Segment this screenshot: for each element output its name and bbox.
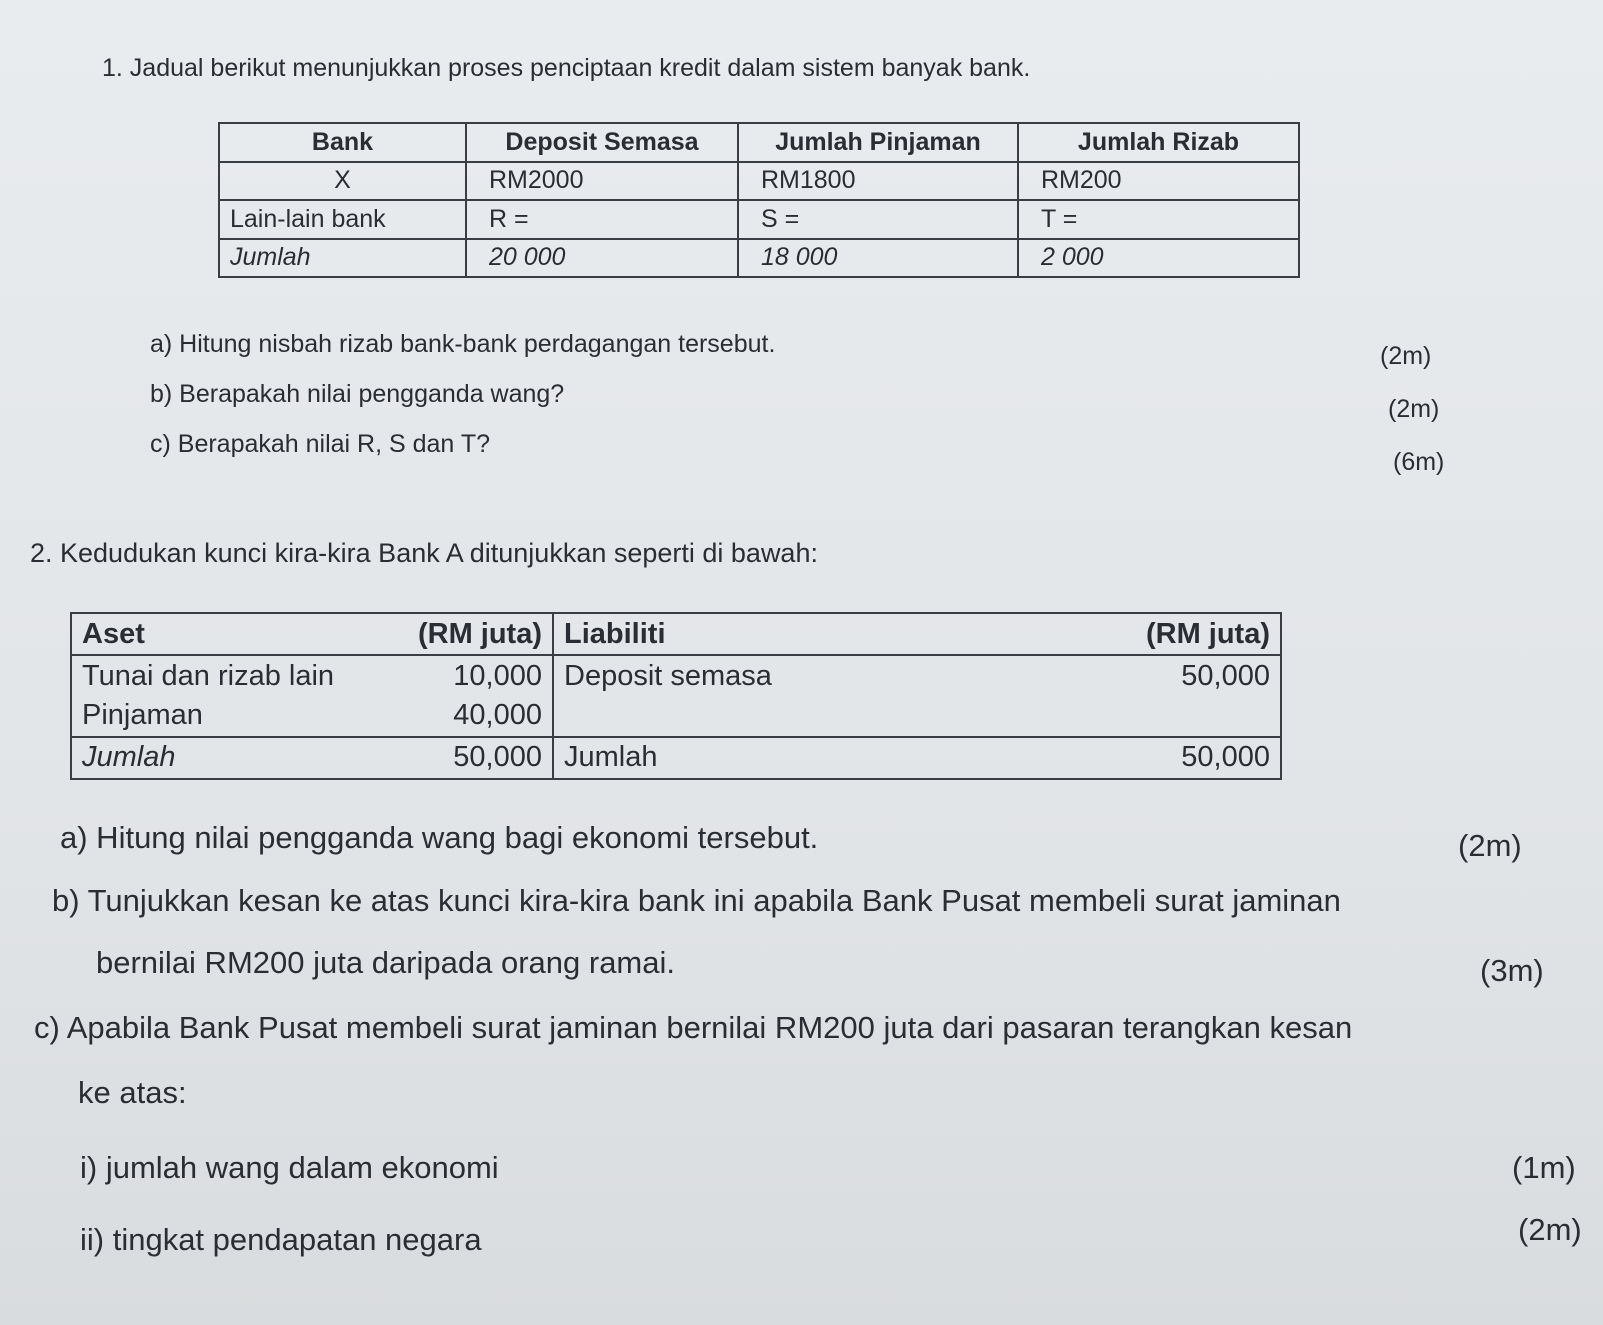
q1-part-a-marks: (2m) bbox=[1380, 342, 1432, 370]
table-cell: Lain-lain bank bbox=[219, 200, 466, 239]
q1-table bbox=[218, 122, 1300, 278]
table-cell: S = bbox=[738, 200, 1018, 239]
table-cell: Deposit semasa bbox=[553, 655, 864, 696]
q2-part-b: b) Tunjukkan kesan ke atas kunci kira-kira bank ini apabila Bank Pusat membeli surat jaminan bbox=[52, 883, 1341, 918]
table-cell: Jumlah bbox=[71, 737, 392, 779]
table-row bbox=[219, 162, 1299, 201]
q2-balance-sheet-table bbox=[70, 612, 1282, 780]
q2-part-c-i: i) jumlah wang dalam ekonomi bbox=[80, 1150, 499, 1185]
header-cell: Jumlah Rizab bbox=[1018, 123, 1299, 162]
table-cell: 10,000 bbox=[392, 655, 553, 696]
table-cell: 50,000 bbox=[864, 655, 1281, 696]
q2-part-c-ii: ii) tingkat pendapatan negara bbox=[80, 1222, 482, 1257]
table-row bbox=[71, 696, 1281, 737]
q1-part-c-marks: (6m) bbox=[1393, 448, 1445, 476]
q2-part-a-marks: (2m) bbox=[1458, 828, 1522, 863]
table-cell bbox=[864, 696, 1281, 737]
table-cell: Pinjaman bbox=[71, 696, 392, 737]
table-row bbox=[71, 737, 1281, 779]
table-cell: RM200 bbox=[1018, 162, 1299, 201]
table-row bbox=[71, 655, 1281, 696]
q2-part-c-cont: ke atas: bbox=[78, 1075, 187, 1110]
q1-part-a: a) Hitung nisbah rizab bank-bank perdagangan tersebut. bbox=[150, 330, 776, 358]
header-cell: Jumlah Pinjaman bbox=[738, 123, 1018, 162]
table-cell: RM1800 bbox=[738, 162, 1018, 201]
q2-part-c-i-marks: (1m) bbox=[1512, 1150, 1576, 1185]
table-header-row bbox=[219, 123, 1299, 162]
table-cell: R = bbox=[466, 200, 738, 239]
table-cell: RM2000 bbox=[466, 162, 738, 201]
header-cell: (RM juta) bbox=[392, 613, 553, 655]
q1-part-b: b) Berapakah nilai pengganda wang? bbox=[150, 380, 565, 408]
header-cell: Liabiliti bbox=[553, 613, 864, 655]
table-cell: 2 000 bbox=[1018, 239, 1299, 278]
q2-part-a: a) Hitung nilai pengganda wang bagi ekonomi tersebut. bbox=[60, 820, 819, 855]
q2-intro: 2. Kedudukan kunci kira-kira Bank A ditunjukkan seperti di bawah: bbox=[30, 538, 818, 568]
table-cell: Tunai dan rizab lain bbox=[71, 655, 392, 696]
header-cell: Aset bbox=[71, 613, 392, 655]
header-cell: (RM juta) bbox=[864, 613, 1281, 655]
q1-intro: 1. Jadual berikut menunjukkan proses penciptaan kredit dalam sistem banyak bank. bbox=[102, 54, 1031, 82]
header-cell: Bank bbox=[219, 123, 466, 162]
table-header-row bbox=[71, 613, 1281, 655]
table-cell: 18 000 bbox=[738, 239, 1018, 278]
table-row bbox=[219, 239, 1299, 278]
table-cell: 50,000 bbox=[864, 737, 1281, 779]
table-cell: Jumlah bbox=[219, 239, 466, 278]
table-cell: Jumlah bbox=[553, 737, 864, 779]
q2-part-c: c) Apabila Bank Pusat membeli surat jaminan bernilai RM200 juta dari pasaran terangkan kesan bbox=[34, 1010, 1353, 1045]
q2-part-b-marks: (3m) bbox=[1480, 953, 1544, 988]
table-cell: X bbox=[219, 162, 466, 201]
table-cell bbox=[553, 696, 864, 737]
q1-part-b-marks: (2m) bbox=[1388, 395, 1440, 423]
table-cell: 20 000 bbox=[466, 239, 738, 278]
q1-part-c: c) Berapakah nilai R, S dan T? bbox=[150, 430, 491, 458]
q2-part-c-ii-marks: (2m) bbox=[1518, 1212, 1582, 1247]
table-cell: T = bbox=[1018, 200, 1299, 239]
q2-part-b-cont: bernilai RM200 juta daripada orang ramai. bbox=[96, 945, 675, 980]
table-cell: 40,000 bbox=[392, 696, 553, 737]
table-row bbox=[219, 200, 1299, 239]
header-cell: Deposit Semasa bbox=[466, 123, 738, 162]
table-cell: 50,000 bbox=[392, 737, 553, 779]
